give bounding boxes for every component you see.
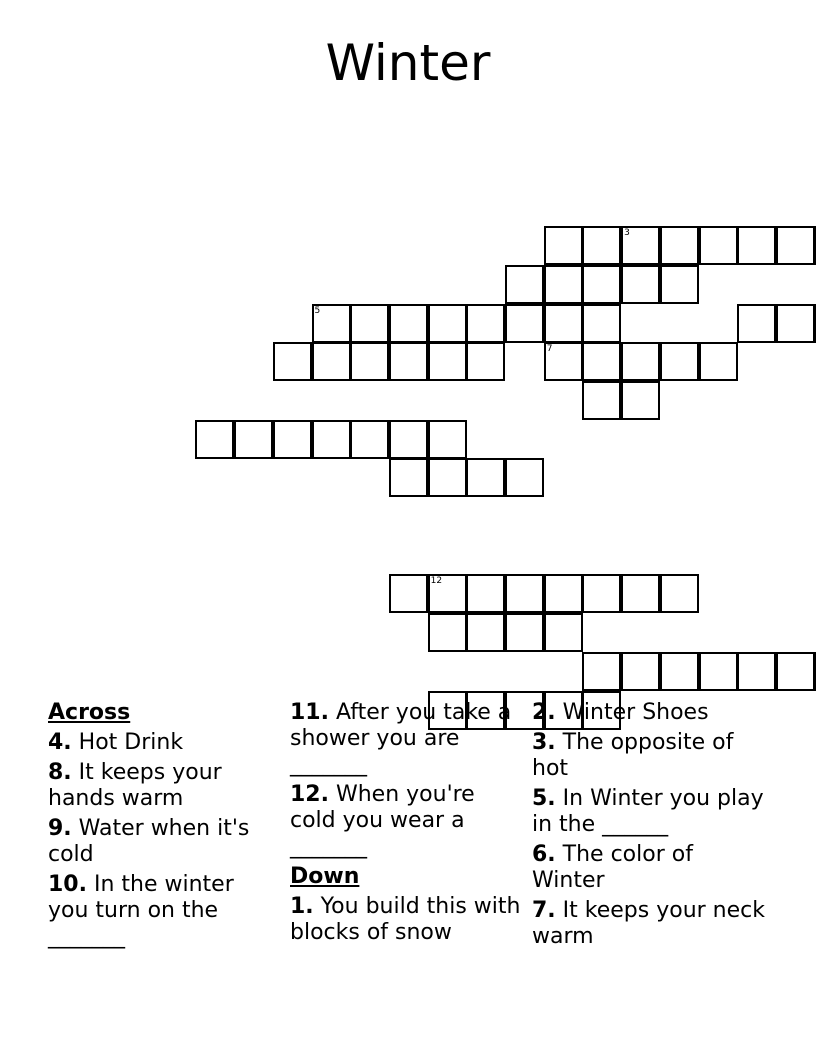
across-heading: Across	[48, 700, 131, 725]
clue-number: 9.	[48, 816, 72, 841]
grid-cell[interactable]	[621, 574, 660, 613]
clue-text: When you're cold you wear a _______	[290, 782, 475, 859]
grid-cell[interactable]	[776, 226, 815, 265]
grid-cell[interactable]	[737, 304, 776, 343]
clue-text: After you take a shower you are _______	[290, 700, 512, 777]
clue-text: In Winter you play in the ______	[532, 786, 764, 837]
grid-cell[interactable]	[350, 420, 389, 459]
grid-cell[interactable]	[350, 304, 389, 343]
grid-cell[interactable]	[389, 458, 428, 497]
grid-cell[interactable]	[582, 574, 621, 613]
grid-cell[interactable]	[505, 304, 544, 343]
clue-text: You build this with blocks of snow	[290, 894, 521, 945]
grid-cell[interactable]	[660, 342, 699, 381]
grid-cell[interactable]	[582, 226, 621, 265]
grid-cell[interactable]	[699, 342, 738, 381]
grid-cell[interactable]	[428, 342, 467, 381]
grid-cell[interactable]	[466, 458, 505, 497]
clue-down-3	[532, 730, 768, 782]
clue-number-label: 7	[546, 344, 553, 355]
clue-column-3	[532, 700, 768, 954]
grid-cell[interactable]	[582, 652, 621, 691]
clue-across-10	[48, 872, 280, 950]
clue-text: It keeps your neck warm	[532, 898, 765, 949]
clue-text: Hot Drink	[71, 730, 184, 755]
grid-cell[interactable]	[428, 458, 467, 497]
grid-cell[interactable]	[350, 342, 389, 381]
grid-cell[interactable]	[234, 420, 273, 459]
clue-column-2	[290, 700, 526, 950]
grid-cell[interactable]	[660, 574, 699, 613]
grid-cell[interactable]	[389, 574, 428, 613]
grid-cell[interactable]	[312, 304, 351, 343]
grid-cell[interactable]	[466, 613, 505, 652]
puzzle-title: Winter	[325, 34, 491, 92]
clue-down-1	[290, 894, 526, 946]
clue-number: 5.	[532, 786, 556, 811]
clue-number: 4.	[48, 730, 72, 755]
grid-cell[interactable]	[544, 226, 583, 265]
clue-number: 10.	[48, 872, 87, 897]
clue-number: 6.	[532, 842, 556, 867]
grid-cell[interactable]	[776, 652, 815, 691]
grid-cell[interactable]	[428, 613, 467, 652]
clue-down-6	[532, 842, 768, 894]
grid-cell[interactable]	[582, 342, 621, 381]
grid-cell[interactable]	[776, 304, 815, 343]
grid-cell[interactable]	[621, 652, 660, 691]
grid-cell[interactable]	[582, 265, 621, 304]
grid-cell[interactable]	[660, 226, 699, 265]
grid-cell[interactable]	[544, 613, 583, 652]
grid-cell[interactable]	[466, 342, 505, 381]
clue-text: In the winter you turn on the _______	[48, 872, 234, 949]
clue-down-7	[532, 898, 768, 950]
grid-cell[interactable]	[621, 342, 660, 381]
grid-cell[interactable]	[737, 652, 776, 691]
clue-down-2	[532, 700, 768, 726]
grid-cell[interactable]	[273, 342, 312, 381]
clue-number: 7.	[532, 898, 556, 923]
grid-cell[interactable]	[660, 265, 699, 304]
clue-number-label: 3	[624, 228, 630, 239]
grid-cell[interactable]	[428, 420, 467, 459]
clue-number: 8.	[48, 760, 72, 785]
grid-cell[interactable]	[312, 420, 351, 459]
grid-cell[interactable]	[505, 458, 544, 497]
grid-cell[interactable]	[505, 613, 544, 652]
grid-cell[interactable]	[273, 420, 312, 459]
clue-across-11	[290, 700, 526, 778]
clue-across-4	[48, 730, 280, 756]
grid-cell[interactable]	[505, 265, 544, 304]
grid-cell[interactable]	[544, 265, 583, 304]
grid-cell[interactable]	[389, 420, 428, 459]
grid-cell[interactable]	[621, 381, 660, 420]
grid-cell[interactable]	[621, 226, 660, 265]
clue-text: It keeps your hands warm	[48, 760, 222, 811]
grid-cell[interactable]	[737, 226, 776, 265]
grid-cell[interactable]	[195, 420, 234, 459]
clue-column-1	[48, 700, 280, 954]
clue-text: The color of Winter	[532, 842, 693, 893]
grid-cell[interactable]	[312, 342, 351, 381]
grid-cell[interactable]	[660, 652, 699, 691]
clue-number: 3.	[532, 730, 556, 755]
clue-down-5	[532, 786, 768, 838]
clue-across-8	[48, 760, 280, 812]
grid-cell[interactable]	[428, 304, 467, 343]
grid-cell[interactable]	[699, 652, 738, 691]
grid-cell[interactable]	[582, 381, 621, 420]
grid-cell[interactable]	[621, 265, 660, 304]
grid-cell[interactable]	[505, 574, 544, 613]
down-heading: Down	[290, 864, 360, 889]
clue-number-label: 12	[430, 576, 443, 587]
clue-across-9	[48, 816, 280, 868]
grid-cell[interactable]	[389, 304, 428, 343]
clue-across-12	[290, 782, 526, 860]
grid-cell[interactable]	[389, 342, 428, 381]
grid-cell[interactable]	[544, 304, 583, 343]
grid-cell[interactable]	[582, 304, 621, 343]
clue-text: Water when it's cold	[48, 816, 250, 867]
grid-cell[interactable]	[466, 304, 505, 343]
grid-cell[interactable]	[544, 342, 583, 381]
grid-cell[interactable]	[428, 574, 467, 613]
clue-number: 1.	[290, 894, 314, 919]
grid-cell[interactable]	[699, 226, 738, 265]
clue-text: The opposite of hot	[532, 730, 734, 781]
grid-cell[interactable]	[466, 574, 505, 613]
clue-number: 2.	[532, 700, 556, 725]
grid-cell[interactable]	[544, 574, 583, 613]
clue-number: 12.	[290, 782, 329, 807]
clue-text: Winter Shoes	[555, 700, 709, 725]
clue-number: 11.	[290, 700, 329, 725]
clue-number-label: 5	[314, 305, 321, 316]
